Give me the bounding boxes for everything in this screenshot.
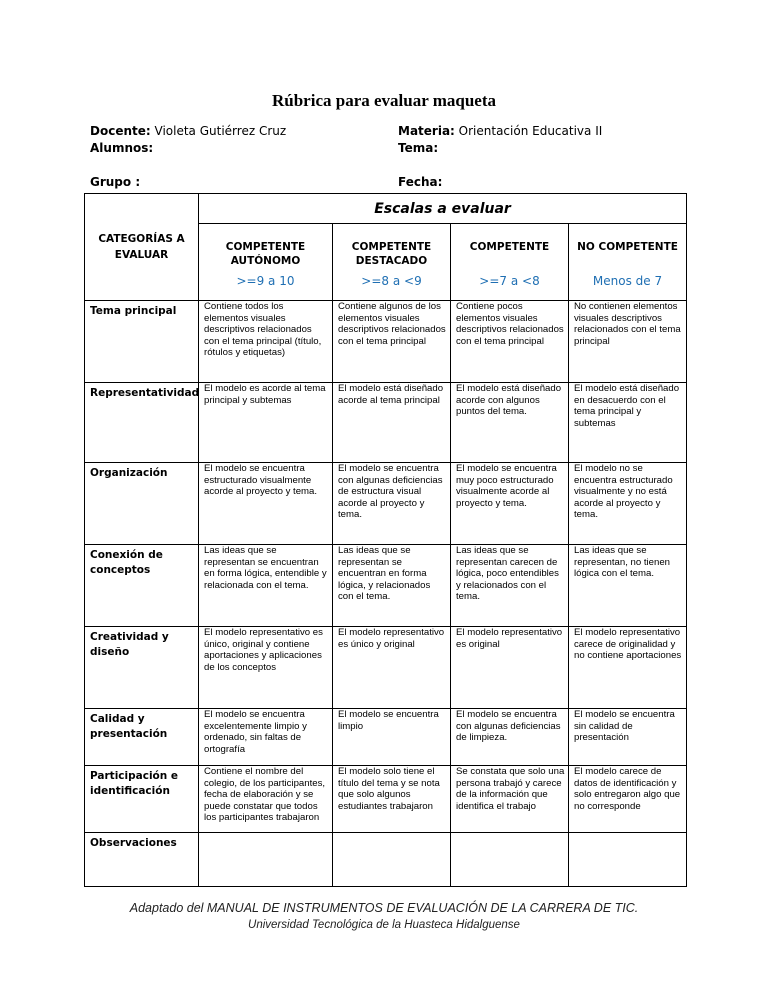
- level-name: COMPETENTE: [469, 241, 550, 253]
- level-name: COMPETENTE AUTÓNOMO: [225, 241, 306, 267]
- criteria-cell: El modelo solo tiene el título del tema y se nota que solo algunos estudiantes trabajaron: [333, 766, 451, 833]
- rubric-table: [84, 193, 687, 887]
- criteria-cell: El modelo representativo es único, original y contiene aportaciones y aplicaciones de los conceptos: [199, 627, 333, 709]
- grupo-label: Grupo :: [90, 175, 141, 189]
- criteria-cell: El modelo no se encuentra estructurado visualmente y no está acorde al proyecto y tema.: [569, 463, 687, 545]
- page-title: Rúbrica para evaluar maqueta: [272, 91, 496, 110]
- criteria-cell: El modelo se encuentra estructurado visualmente acorde al proyecto y tema.: [199, 463, 333, 545]
- criteria-cell: El modelo está diseñado en desacuerdo con el tema principal y subtemas: [569, 383, 687, 463]
- rubric-row: [85, 833, 687, 887]
- criteria-cell: El modelo es acorde al tema principal y subtemas: [199, 383, 333, 463]
- criteria-cell: Las ideas que se representan se encuentran en forma lógica, y relacionados con el tema.: [333, 545, 451, 627]
- level-header: [333, 224, 451, 301]
- alumnos-line: [90, 140, 153, 157]
- criteria-cell: Contiene todos los elementos visuales descriptivos relacionados con el tema principal (título, rótulos y etiquetas): [199, 301, 333, 383]
- criteria-cell: [569, 833, 687, 887]
- rubric-row: [85, 766, 687, 833]
- level-name: NO COMPETENTE: [577, 241, 678, 253]
- rubric-row: [85, 709, 687, 766]
- category-cell: Tema principal: [85, 301, 199, 383]
- category-cell: Creatividad y diseño: [85, 627, 199, 709]
- category-cell: Calidad y presentación: [85, 709, 199, 766]
- rubric-row: [85, 627, 687, 709]
- scales-title: Escalas a evaluar: [199, 194, 687, 224]
- criteria-cell: Las ideas que se representan carecen de lógica, poco entendibles y relacionados con el tema.: [451, 545, 569, 627]
- grupo-line: [90, 174, 140, 191]
- category-cell: Observaciones: [85, 833, 199, 887]
- criteria-cell: [199, 833, 333, 887]
- criteria-cell: El modelo está diseñado acorde con algunos puntos del tema.: [451, 383, 569, 463]
- level-header: [199, 224, 333, 301]
- level-range: >=9 a 10: [236, 274, 295, 288]
- criteria-cell: Las ideas que se representan se encuentran en forma lógica, entendible y relacionada con el tema.: [199, 545, 333, 627]
- level-name: COMPETENTE DESTACADO: [351, 241, 432, 267]
- category-cell: Conexión de conceptos: [85, 545, 199, 627]
- category-cell: Organización: [85, 463, 199, 545]
- criteria-cell: El modelo representativo es único y original: [333, 627, 451, 709]
- criteria-cell: El modelo se encuentra muy poco estructurado visualmente acorde al proyecto y tema.: [451, 463, 569, 545]
- fecha-line: [398, 174, 442, 191]
- criteria-cell: [333, 833, 451, 887]
- level-header: [569, 224, 687, 301]
- level-header: [451, 224, 569, 301]
- criteria-cell: Se constata que solo una persona trabajó y carece de la información que identifica el trabajo: [451, 766, 569, 833]
- scales-header-row: [85, 194, 687, 224]
- criteria-cell: El modelo se encuentra con algunas deficiencias de estructura visual acorde al proyecto y tema.: [333, 463, 451, 545]
- category-cell: Participación e identificación: [85, 766, 199, 833]
- criteria-cell: El modelo se encuentra sin calidad de presentación: [569, 709, 687, 766]
- criteria-cell: Contiene el nombre del colegio, de los participantes, fecha de elaboración y se puede constatar que todos los participantes trabajaron: [199, 766, 333, 833]
- criteria-cell: Contiene algunos de los elementos visuales descriptivos relacionados con el tema principal: [333, 301, 451, 383]
- tema-line: [398, 140, 438, 157]
- categories-header-label: CATEGORÍAS A EVALUAR: [98, 233, 185, 261]
- rubric-row: [85, 545, 687, 627]
- rubric-row: [85, 301, 687, 383]
- materia-value: Orientación Educativa II: [458, 124, 603, 138]
- materia-line: [398, 123, 602, 140]
- level-range: >=8 a <9: [361, 274, 422, 288]
- docente-line: [90, 123, 286, 140]
- criteria-cell: El modelo se encuentra limpio: [333, 709, 451, 766]
- materia-label: Materia:: [398, 124, 455, 138]
- criteria-cell: El modelo carece de datos de identificación y solo entregaron algo que no corresponde: [569, 766, 687, 833]
- alumnos-label: Alumnos:: [90, 141, 154, 155]
- criteria-cell: El modelo se encuentra excelentemente limpio y ordenado, sin faltas de ortografía: [199, 709, 333, 766]
- category-cell: Representatividad: [85, 383, 199, 463]
- criteria-cell: [451, 833, 569, 887]
- docente-value: Violeta Gutiérrez Cruz: [154, 124, 287, 138]
- fecha-label: Fecha:: [398, 175, 443, 189]
- criteria-cell: Las ideas que se representan, no tienen lógica con el tema.: [569, 545, 687, 627]
- footer-source: Adaptado del MANUAL DE INSTRUMENTOS DE EVALUACIÓN DE LA CARRERA DE TIC.: [129, 901, 639, 915]
- tema-label: Tema:: [398, 141, 439, 155]
- criteria-cell: El modelo representativo carece de originalidad y no contiene aportaciones: [569, 627, 687, 709]
- docente-label: Docente:: [90, 124, 151, 138]
- rubric-row: [85, 383, 687, 463]
- level-range: Menos de 7: [592, 274, 663, 288]
- categories-header: [85, 194, 199, 301]
- criteria-cell: No contienen elementos visuales descriptivos relacionados con el tema principal: [569, 301, 687, 383]
- criteria-cell: El modelo se encuentra con algunas deficiencias de limpieza.: [451, 709, 569, 766]
- criteria-cell: Contiene pocos elementos visuales descriptivos relacionados con el tema principal: [451, 301, 569, 383]
- rubric-row: [85, 463, 687, 545]
- level-range: >=7 a <8: [479, 274, 540, 288]
- criteria-cell: El modelo está diseñado acorde al tema principal: [333, 383, 451, 463]
- criteria-cell: El modelo representativo es original: [451, 627, 569, 709]
- footer: [0, 900, 768, 933]
- footer-institution: Universidad Tecnológica de la Huasteca Hidalguense: [248, 919, 520, 931]
